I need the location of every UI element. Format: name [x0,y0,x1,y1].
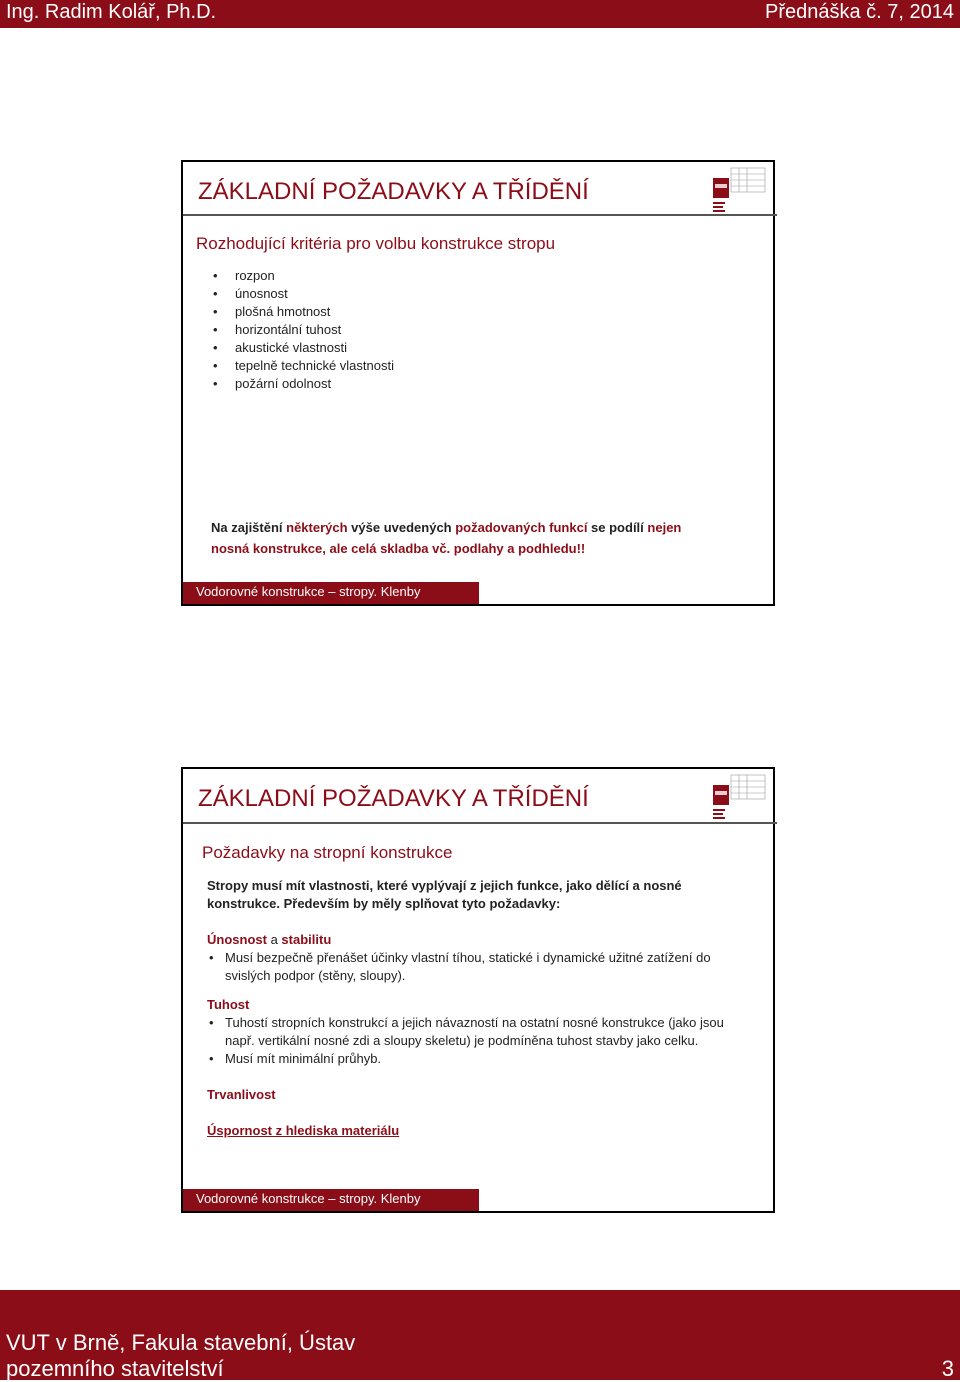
list-item: • Tuhostí stropních konstrukcí a jejich návazností na ostatní nosné konstrukce (jako jsou např. vertikální nosné zdi a sloupy skeletu) je podmíněna tuhost stavby jako celku. [207,1014,747,1050]
list-item: • únosnost [213,285,394,303]
requirement-list [207,1014,747,1068]
list-item: • plošná hmotnost [213,303,394,321]
title-divider [183,822,777,824]
note-text: Na zajištění [211,520,287,535]
note-highlight: nejen [647,520,682,535]
page-footer [0,1290,960,1380]
list-item: • Musí mít minimální průhyb. [207,1050,747,1068]
author-name: Ing. Radim Kolář, Ph.D. [6,1,217,23]
page-number: 3 [941,1356,954,1381]
requirement-list [207,949,747,985]
list-item: • akustické vlastnosti [213,339,394,357]
requirement-heading: Úspornost z hlediska materiálu [207,1123,400,1138]
fast-logo-icon [711,166,767,214]
institution-line-1: VUT v Brně, Fakula stavební, Ústav [6,1330,356,1355]
note-text: se podílí [587,520,648,535]
slide-footer [183,1189,479,1211]
requirement-heading: Trvanlivost [207,1087,276,1102]
heading-text: Únosnost [207,932,267,947]
slide-title: ZÁKLADNÍ POŽADAVKY A TŘÍDĚNÍ [198,785,589,812]
fast-logo-icon [711,773,767,821]
slide-2 [181,767,775,1213]
requirement-heading [207,931,747,949]
slide-footer-label: Vodorovné konstrukce – stropy. Klenby [196,1191,421,1206]
slide-1 [181,160,775,606]
note-highlight: nosná konstrukce, ale celá skladba vč. [211,540,454,556]
heading-text: stabilitu [281,932,332,947]
list-item: • požární odolnost [213,375,394,393]
page-header [0,0,960,28]
institution-line-2: pozemního stavitelství [6,1356,224,1381]
list-item: • rozpon [213,267,394,285]
note-paragraph [211,518,711,559]
intro-text: Stropy musí mít vlastnosti, které vyplývají z jejich funkce, jako dělící a nosné konstrukce. Především by měly splňovat tyto požadavky: [207,878,682,911]
lecture-label: Přednáška č. 7, 2014 [764,1,954,23]
list-item: • horizontální tuhost [213,321,394,339]
note-highlight: podlahy a podhledu!! [453,540,586,556]
slide-footer [183,582,479,604]
slide-subtitle: Rozhodující kritéria pro volbu konstrukce stropu [196,234,556,253]
heading-text: a [266,932,282,947]
list-item: • tepelně technické vlastnosti [213,357,394,375]
note-highlight: některých [286,520,348,535]
slide-title: ZÁKLADNÍ POŽADAVKY A TŘÍDĚNÍ [198,178,589,205]
list-item: • Musí bezpečně přenášet účinky vlastní tíhou, statické i dynamické užitné zatížení do svislých podpor (stěny, sloupy). [207,949,747,985]
note-text: výše uvedených [347,520,456,535]
requirement-heading: Tuhost [207,997,250,1012]
requirements-body [207,877,747,1140]
title-divider [183,214,777,216]
note-highlight: požadovaných funkcí [455,520,588,535]
criteria-list [213,267,394,393]
slide-footer-label: Vodorovné konstrukce – stropy. Klenby [196,584,421,599]
slide-subtitle: Požadavky na stropní konstrukce [202,843,453,862]
